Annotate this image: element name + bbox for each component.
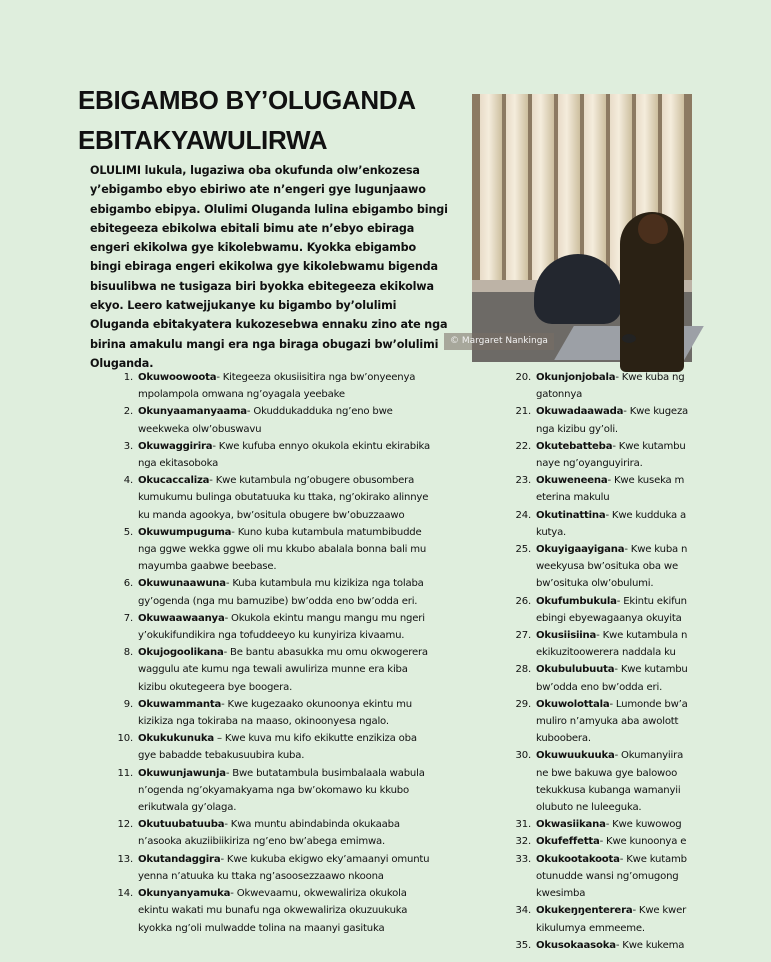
list-item <box>511 816 771 833</box>
item-line <box>536 644 771 661</box>
item-number: 21. <box>515 406 531 418</box>
item-definition: - Kwe kukuba ekigwo eky’amaanyi omuntu yenna n’atuuka ku ttaka ng’asoosezzaawo nkoona <box>138 853 430 882</box>
item-term: Okwasiikana <box>536 819 606 831</box>
list-item <box>113 438 433 472</box>
list-item <box>113 696 433 730</box>
item-line <box>536 868 771 885</box>
item-definition: naye ng’oyanguyirira. <box>536 458 643 470</box>
item-line <box>536 713 771 730</box>
title-line-1: EBIGAMBO BY’OLUGANDA <box>78 85 416 115</box>
list-item <box>511 627 771 661</box>
item-definition: muliro n’amyuka aba awolott <box>536 716 679 728</box>
list-item <box>511 507 771 541</box>
item-definition: - Okukola ekintu mangu mangu mu ngeri y’okukifundikira nga tofuddeeyo ku kunyiriza kivaamu. <box>138 612 425 642</box>
list-item <box>511 661 771 695</box>
item-definition: nga kizibu gy’oli. <box>536 423 618 435</box>
item-definition: bw’osituka olw’obulumi. <box>536 578 654 590</box>
word-list-left <box>113 369 433 937</box>
item-definition: - Kwe kukema <box>615 939 685 951</box>
item-number: 33. <box>515 853 531 865</box>
item-term: Okunyanyamuka <box>138 888 231 900</box>
item-term: Okuwuukuuka <box>536 750 615 762</box>
item-line <box>536 524 771 541</box>
item-number: 14. <box>117 888 133 900</box>
item-number: 34. <box>515 905 531 917</box>
item-number: 25. <box>515 544 531 556</box>
item-term: Okuwumpuguma <box>138 526 232 538</box>
item-number: 30. <box>515 750 531 762</box>
item-term: Okuwunjawunja <box>138 767 226 779</box>
item-definition: - Kwe kutambu <box>614 664 688 676</box>
item-line <box>536 679 771 696</box>
list-item <box>511 937 771 954</box>
list-item <box>511 902 771 936</box>
item-definition: - Be bantu abasukka mu omu okwogerera waggulu ate kumu nga tewali awuliriza munne era kiba kizibu okutegeera bye boogera. <box>138 647 428 693</box>
item-number: 20. <box>515 372 531 383</box>
office-photo <box>472 94 692 356</box>
item-term: Okunjonjobala <box>536 372 616 383</box>
item-number: 31. <box>515 819 531 831</box>
list-item <box>113 575 433 609</box>
item-definition: - Kwe kuba ng <box>615 372 685 383</box>
item-definition: weekyusa bw’osituka oba we <box>536 561 678 573</box>
item-definition: - Kwe kudduka a <box>605 509 687 521</box>
item-line <box>536 541 771 558</box>
item-line <box>536 421 771 438</box>
item-definition: - Kwe kwer <box>632 905 687 917</box>
item-line <box>536 833 771 850</box>
item-number: 24. <box>515 509 531 521</box>
item-number: 2. <box>123 406 133 418</box>
item-term: Okujogoolikana <box>138 647 224 659</box>
item-definition: - Kwa muntu abindabinda okukaaba n’asooka akuziibiikiriza ng’eno bw’abega emimwa. <box>138 819 400 848</box>
item-term: Okuwaggirira <box>138 440 213 452</box>
item-line <box>536 902 771 919</box>
list-item <box>113 816 433 850</box>
item-definition: - Kwe kugeza <box>623 406 689 418</box>
item-definition: - Okwevaamu, okwewaliriza okukola ekintu wakati mu bunafu nga okwewaliriza okuzuukuka kyokka ng’oli mulwadde tolina na maanyi gasituka <box>138 888 408 934</box>
item-line <box>536 575 771 592</box>
item-line <box>536 489 771 506</box>
item-line <box>536 610 771 627</box>
item-term: Okuwammanta <box>138 698 222 710</box>
item-line <box>536 696 771 713</box>
item-number: 10. <box>117 733 133 745</box>
item-term: Okutandaggira <box>138 853 221 865</box>
title-line-2: EBITAKYAWULIRWA <box>78 125 328 155</box>
list-item <box>113 885 433 937</box>
item-number: 13. <box>117 853 133 865</box>
item-number: 1. <box>123 372 133 383</box>
item-number: 4. <box>123 475 133 487</box>
item-definition: ekikuzitoowerera naddala ku <box>536 647 676 659</box>
item-definition: ne bwe bakuwa gye balowoo <box>536 767 678 779</box>
item-definition: kuboobera. <box>536 733 591 745</box>
item-definition: - Ekintu ekifun <box>616 595 687 607</box>
item-definition: - Kwe kuwowog <box>605 819 682 831</box>
item-line <box>536 455 771 472</box>
item-line <box>536 730 771 747</box>
item-number: 9. <box>123 698 133 710</box>
item-term: Okunyaamanyaama <box>138 406 247 418</box>
item-number: 6. <box>123 578 133 590</box>
item-line <box>536 558 771 575</box>
article-title <box>78 80 416 160</box>
item-number: 26. <box>515 595 531 607</box>
item-number: 32. <box>515 836 531 848</box>
item-definition: tekukkusa kubanga wamanyii <box>536 784 681 796</box>
item-number: 22. <box>515 440 531 452</box>
item-definition: eterina makulu <box>536 492 610 504</box>
item-line <box>536 627 771 644</box>
item-term: Okuweneena <box>536 475 608 487</box>
item-definition: - Bwe butatambula busimbalaala wabula n’ogenda ng’okyamakyama nga bw’okomawo ku kkubo erikutwala gy’olaga. <box>138 767 425 814</box>
item-line <box>536 782 771 799</box>
item-term: Okuwoowoota <box>138 372 217 383</box>
item-term: Okuyigaayigana <box>536 544 625 556</box>
item-definition: - Kwe kutamb <box>619 853 687 865</box>
item-definition: olubuto ne luleeguka. <box>536 802 642 814</box>
list-item <box>511 747 771 816</box>
item-line <box>536 507 771 524</box>
item-definition: - Kwe kugezaako okunoonya ekintu mu kizikiza nga tokiraba na maaso, okinoonyesa ngalo. <box>138 698 412 728</box>
item-line <box>536 920 771 937</box>
item-definition: - Kwe kuseka m <box>607 475 685 487</box>
list-item <box>511 403 771 437</box>
list-item <box>113 644 433 696</box>
list-item <box>511 833 771 850</box>
item-definition: - Kwe kutambula ng’obugere obusombera kumukumu bulinga obutatuuka ku ttaka, ng’okirako alinnye ku manda agookya, bw’ositula obugere bw’obuzzaawo <box>138 475 429 521</box>
item-line <box>536 403 771 420</box>
item-number: 11. <box>117 767 133 779</box>
item-number: 5. <box>123 526 133 538</box>
item-term: Okusiisiina <box>536 630 597 642</box>
item-line <box>536 816 771 833</box>
item-definition: bw’odda eno bw’odda eri. <box>536 681 663 693</box>
item-definition: otunudde wansi ng’omugong <box>536 870 679 882</box>
item-definition: - Kwe kuba n <box>624 544 688 556</box>
item-line <box>536 386 771 403</box>
item-line <box>536 851 771 868</box>
item-definition: gatonnya <box>536 389 583 401</box>
item-line <box>536 799 771 816</box>
item-definition: - Okuddukadduka ng’eno bwe weekweka olw’obuswavu <box>138 406 393 435</box>
item-term: Okufeffetta <box>536 836 600 848</box>
word-list-right <box>511 369 771 954</box>
item-definition: - Kwe kunoonya e <box>599 836 687 848</box>
item-number: 35. <box>515 939 531 951</box>
item-term: Okufumbukula <box>536 595 617 607</box>
item-definition: - Lumonde bw’a <box>609 698 688 710</box>
list-item <box>113 403 433 437</box>
item-definition: - Kuba kutambula mu kizikiza nga tolaba gy’ogenda (nga mu bamuzibe) bw’odda eno bw’odda eri. <box>138 578 424 607</box>
list-item <box>113 730 433 764</box>
item-number: 3. <box>123 440 133 452</box>
item-term: Okuwolottala <box>536 698 610 710</box>
item-definition: kwesimba <box>536 888 586 900</box>
item-definition: - Okumanyiira <box>614 750 684 762</box>
list-item <box>511 472 771 506</box>
item-line <box>536 747 771 764</box>
item-number: 27. <box>515 630 531 642</box>
item-line <box>536 661 771 678</box>
list-item <box>511 851 771 903</box>
item-number: 12. <box>117 819 133 831</box>
item-number: 7. <box>123 612 133 624</box>
list-item <box>113 765 433 817</box>
list-item <box>511 696 771 748</box>
item-number: 28. <box>515 664 531 676</box>
item-term: Okubulubuuta <box>536 664 615 676</box>
item-term: Okutinattina <box>536 509 606 521</box>
item-definition: - Kitegeeza okusiisitira nga bw’onyeenya mpolampola omwana ng’oyagala yeebake <box>138 372 416 401</box>
item-definition: - Kwe kutambula n <box>596 630 688 642</box>
item-term: Okutebatteba <box>536 440 613 452</box>
item-term: Okukeŋŋenterera <box>536 905 633 917</box>
photo-credit: © Margaret Nankinga <box>444 333 554 350</box>
intro-paragraph: OLULIMI lukula, lugaziwa oba okufunda olw’enkozesa y’ebigambo ebyo ebiriwo ate n’engeri gye lugunjaawo ebigambo ebipya. Olulimi Oluganda lulina ebigambo bingi ebitegeeza ebikolwa ebitali bimu ate n’ebyo ebiraga engeri ekikolwa gye kikolebwamu. Kyokka ebigambo bingi ebiraga engeri ekikolwa gye kikolebwamu bigenda bisuulibwa ne tusigaza biri byokka ebitegeeza ekikolwa ekyo. Leero katwejjukanye ku bigambo by’olulimi Oluganda ebitakyatera kukozesebwa ennaku zino ate nga birina amakulu mangi era nga biraga obugazi bw’olulimi Oluganda. <box>90 164 448 370</box>
item-definition: – Kwe kuva mu kifo ekikutte enzikiza oba gye babadde tebakusuubira kuba. <box>138 733 417 762</box>
item-line <box>536 438 771 455</box>
item-definition: ebingi ebyewagaanya okuyita <box>536 612 682 624</box>
item-term: Okuwaawaanya <box>138 612 225 624</box>
item-line <box>536 765 771 782</box>
list-item <box>511 541 771 593</box>
list-item <box>113 851 433 885</box>
list-item <box>113 472 433 524</box>
item-term: Okukootakoota <box>536 853 620 865</box>
item-number: 8. <box>123 647 133 659</box>
item-definition: - Kwe kufuba ennyo okukola ekintu ekirabika nga ekitasoboka <box>138 440 430 470</box>
list-item <box>113 610 433 644</box>
list-item <box>511 438 771 472</box>
item-term: Okutuubatuuba <box>138 819 225 831</box>
item-definition: kutya. <box>536 526 567 538</box>
item-line <box>536 593 771 610</box>
item-term: Okukukunuka <box>138 733 214 745</box>
item-term: Okusokaasoka <box>536 939 616 951</box>
item-line <box>536 885 771 902</box>
item-definition: - Kuno kuba kutambula matumbibudde nga ggwe wekka ggwe oli mu kkubo abalala bonna bali mu mayumba gaabwe beebase. <box>138 526 427 573</box>
item-definition: - Kwe kutambu <box>612 440 686 452</box>
item-definition: kikulumya emmeeme. <box>536 922 645 934</box>
item-number: 29. <box>515 698 531 710</box>
item-number: 23. <box>515 475 531 487</box>
item-line <box>536 472 771 489</box>
item-term: Okucaccaliza <box>138 475 210 487</box>
list-item <box>511 593 771 627</box>
list-item <box>511 369 771 403</box>
item-term: Okuwunaawuna <box>138 578 226 590</box>
item-line <box>536 937 771 954</box>
list-item <box>113 524 433 576</box>
list-item <box>113 369 433 403</box>
item-term: Okuwadaawada <box>536 406 624 418</box>
item-line <box>536 369 771 386</box>
